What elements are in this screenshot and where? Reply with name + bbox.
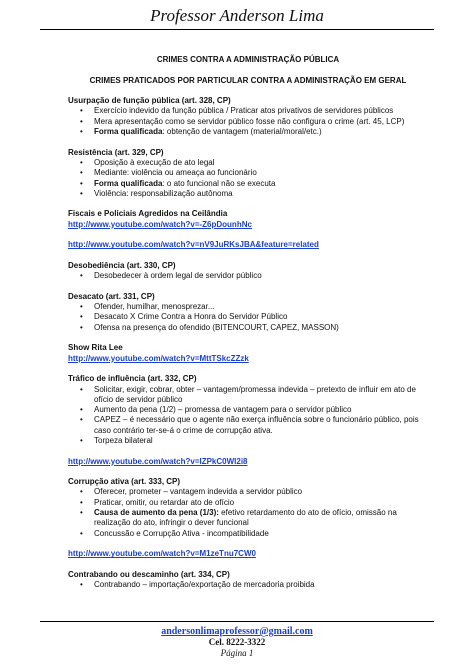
video-link[interactable]: http://www.youtube.com/watch?v=-Z6pDounhNc: [68, 219, 252, 229]
emphasis-label: Causa de aumento da pena (1/3):: [94, 508, 219, 518]
main-title: CRIMES CONTRA A ADMINISTRAÇÃO PÚBLICA: [156, 55, 340, 64]
list-item: • Desacato X Crime Contra a Honra do Servidor Público: [68, 312, 428, 322]
list-item: • Praticar, omitir, ou retardar ato de ofício: [68, 498, 428, 508]
item-text: : obtenção de vantagem (material/moral/etc.): [162, 127, 322, 137]
list-item: • Contrabando – importação/exportação de mercadoria proibida: [68, 580, 428, 590]
list-item: • Oposição à execução de ato legal: [68, 158, 428, 168]
video-link[interactable]: http://www.youtube.com/watch?v=IZPkC0WI2i8: [68, 456, 248, 466]
item-text: : o ato funcional não se executa: [162, 178, 276, 188]
list-item: • Ofensa na presença do ofendido (BITENCOURT, CAPEZ, MASSON): [68, 323, 428, 333]
emphasis-label: Forma qualificada: [94, 178, 163, 188]
section-heading: Usurpação de função pública (art. 328, CP): [68, 96, 231, 106]
bullet-list: [68, 106, 428, 137]
footer-divider: [40, 621, 434, 622]
section-heading: Fiscais e Policiais Agredidos na Ceilândia: [68, 209, 228, 219]
list-item: • Exercício indevido da função pública / Praticar atos privativos de servidores públicos: [68, 106, 428, 116]
list-item: • Torpeza bilateral: [68, 436, 428, 446]
list-item: • Mera apresentação como se servidor público fosse não configura o crime (art. 45, LCP): [68, 117, 428, 127]
subtitle: CRIMES PRATICADOS POR PARTICULAR CONTRA A ADMINISTRAÇÃO EM GERAL: [89, 75, 407, 85]
list-item: • Oferecer, prometer – vantagem indevida a servidor público: [68, 487, 428, 497]
bullet-list: [68, 487, 428, 538]
section-heading: Show Rita Lee: [68, 343, 123, 353]
item-text: efetivo retardamento do ato de ofício, omissão na realização do ato, infringir o dever funcional: [94, 508, 397, 528]
bullet-list: [68, 385, 428, 447]
bullet-list: [68, 580, 428, 590]
list-item: [68, 508, 428, 529]
page-number: Página 1: [220, 648, 254, 658]
list-item: • Mediante: violência ou ameaça ao funcionário: [68, 168, 428, 178]
bullet-list: [68, 158, 428, 199]
video-link[interactable]: http://www.youtube.com/watch?v=nV9JuRKsJBA&feature=related: [68, 240, 319, 250]
section-heading: Desacato (art. 331, CP): [68, 291, 155, 301]
footer-phone: Cel. 8222-3322: [208, 637, 266, 647]
video-link[interactable]: http://www.youtube.com/watch?v=M1zeTnu7CW0: [68, 549, 256, 559]
bullet-list: [68, 302, 428, 333]
list-item: • Ofender, humilhar, menosprezar...: [68, 302, 428, 312]
section-heading: Corrupção ativa (art. 333, CP): [68, 477, 181, 487]
page-footer: [0, 626, 474, 659]
section-heading: Contrabando ou descaminho (art. 334, CP): [68, 569, 230, 579]
section-heading: Tráfico de influência (art. 332, CP): [68, 374, 197, 384]
list-item: • CAPEZ – é necessário que o agente não exerça influência sobre o funcionário público, pois caso contrário ter-se-á o crime de corrupção ativa.: [68, 415, 428, 436]
footer-email-link[interactable]: andersonlimaprofessor@gmail.com: [161, 626, 313, 637]
page-header-title: Professor Anderson Lima: [150, 6, 324, 25]
list-item: • Concussão e Corrupção Ativa - incompatibilidade: [68, 529, 428, 539]
list-item: [68, 127, 428, 137]
list-item: • Solicitar, exigir, cobrar, obter – vantagem/promessa indevida – pretexto de influir em ato de ofício de servidor público: [68, 385, 428, 406]
header-divider: [40, 29, 434, 30]
document-body: [68, 55, 428, 590]
bullet-list: [68, 271, 428, 281]
section-heading: Resistência (art. 329, CP): [68, 147, 164, 157]
list-item: • Desobedecer à ordem legal de servidor público: [68, 271, 428, 281]
list-item: • Violência: responsabilização autônoma: [68, 189, 428, 199]
video-link[interactable]: http://www.youtube.com/watch?v=MttTSkcZZzk: [68, 353, 249, 363]
emphasis-label: Forma qualificada: [94, 127, 163, 137]
list-item: • Aumento da pena (1/2) – promessa de vantagem para o servidor público: [68, 405, 428, 415]
list-item: [68, 179, 428, 189]
section-heading: Desobediência (art. 330, CP): [68, 260, 176, 270]
